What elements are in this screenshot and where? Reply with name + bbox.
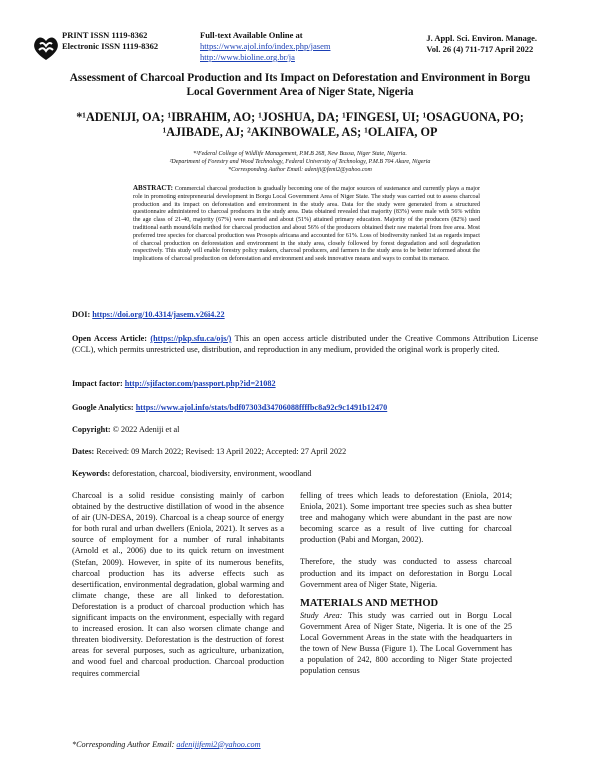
impact-factor-link[interactable]: http://sjifactor.com/passport.php?id=21082: [124, 379, 276, 388]
paper-title: Assessment of Charcoal Production and Its Impact on Deforestation and Environment in Borgu Local Government Area of Niger State, Nigeria: [69, 72, 531, 98]
authors-line-2: ¹AJIBADE, AJ; ²AKINBOWALE, AS; ¹OLAIFA, OP: [162, 125, 438, 139]
dates-text: Received: 09 March 2022; Revised: 13 April 2022; Accepted: 27 April 2022: [96, 447, 347, 456]
doi-link[interactable]: https://doi.org/10.4314/jasem.v26i4.22: [92, 310, 225, 319]
issn-block: [62, 30, 158, 52]
copyright-label: Copyright:: [72, 425, 111, 434]
electronic-issn: Electronic ISSN 1119-8362: [62, 41, 159, 51]
corresponding-email: *Corresponding Author Email: adeniji@femi2@yahoo.com: [228, 167, 372, 173]
open-access-text: This an open access article distributed under the Creative Commons Attribution License (CCL), which permits unrestricted use, distribution, and reproduction in any medium, provided the original work is properly cited.: [72, 334, 538, 354]
google-analytics-line: [72, 402, 538, 413]
fulltext-label: Full-text Available Online at: [200, 30, 303, 40]
google-analytics-link[interactable]: https://www.ajol.info/stats/bdf07303d34706088ffffbc8a92c9c1491b12470: [135, 403, 388, 412]
study-area-label: Study Area:: [300, 610, 343, 620]
study-area-paragraph: [300, 610, 512, 677]
journal-logo-icon: [30, 32, 62, 62]
author-list: [60, 110, 540, 140]
keywords-label: Keywords:: [72, 469, 111, 478]
journal-url-link[interactable]: https://www.ajol.info/index.php/jasem: [200, 41, 331, 51]
ojs-link[interactable]: (https://pkp.sfu.ca/ojs/): [150, 334, 232, 343]
methods-heading: MATERIALS AND METHOD: [300, 597, 439, 609]
abstract: [133, 185, 480, 264]
print-issn: PRINT ISSN 1119-8362: [62, 30, 148, 40]
affiliations: [60, 150, 540, 174]
copyright-line: [72, 424, 538, 435]
impact-factor-label: Impact factor:: [72, 379, 123, 388]
footer-label: *Corresponding Author Email:: [72, 740, 175, 749]
google-analytics-label: Google Analytics:: [72, 403, 134, 412]
copyright-text: © 2022 Adeniji et al: [112, 425, 180, 434]
affiliation-2: ²Department of Forestry and Wood Technology, Federal University of Technology, P.M.B 704 Akure, Nigeria: [169, 159, 431, 165]
authors-line-1: *¹ADENIJI, OA; ¹IBRAHIM, AO; ¹JOSHUA, DA; ¹FINGESI, UI; ¹OSAGUONA, PO;: [76, 110, 524, 124]
intro-paragraph-cont: felling of trees which leads to deforestation (Eniola, 2014; Eniola, 2021). Some important tree species such as shea butter tree and mahogany which were abundant in the past are now becoming scarce as a result of live cutting for charcoal production (Pabi and Morgan, 2002).: [300, 491, 512, 545]
journal-citation: [426, 33, 537, 55]
bioline-url-link[interactable]: http://www.bioline.org.br/ja: [200, 52, 295, 62]
intro-paragraph: Charcoal is a solid residue consisting mainly of carbon obtained by the destructive distillation of wood in the absence of air (UN-DESA, 2019). Charcoal is a cheap source of energy for both rural and urban dwellers (Eniola, 2021). It serves as a source of employment for a number of rural inhabitants (Arnold et al., 2006) due to its quick return on investment (Stefan, 2009). However, in spite of its numerous benefits, charcoal production has its adverse effects such as desertification, environmental degradation, global warming and climate change, these are all linked to deforestation. Deforestation is a product of charcoal production which has significant impacts on the environment, especially with regard to increased erosion. It can also worsen climate change and threaten biodiversity. Deforestation is the destruction of forest areas for several purposes, such as agriculture, urbanization, and wood fuel and charcoal production. Charcoal production requires commercial: [72, 491, 284, 678]
journal-volume: Vol. 26 (4) 711-717 April 2022: [426, 44, 534, 54]
abstract-label: ABSTRACT:: [133, 184, 173, 192]
footer-corresponding: [72, 740, 261, 749]
footer-email-link[interactable]: adenijifemi2@yahoo.com: [176, 740, 261, 749]
impact-factor-line: [72, 378, 538, 389]
dates-line: [72, 446, 538, 457]
fulltext-block: [200, 30, 330, 63]
body-column-right: [300, 490, 512, 676]
doi-label: DOI:: [72, 310, 91, 319]
open-access-block: [72, 333, 538, 355]
keywords-line: [72, 468, 538, 479]
objective-paragraph: Therefore, the study was conducted to assess charcoal production and its impact on deforestation in Borgu Local Government area of Niger State, Nigeria.: [300, 557, 512, 589]
dates-label: Dates:: [72, 447, 95, 456]
doi-line: [72, 309, 538, 320]
abstract-text: Commercial charcoal production is gradually becoming one of the major sources of sustenance and currently plays a major role in promoting entrepreneurial development in Borgu Local Government Area of Niger State. The study was carried out to assess charcoal production and its impact on deforestation and environment in the study area. Data for the study were generated from a structured questionnaire administered to charcoal producers in the study area. Data obtained revealed that majority (83%) were male with 56% within the age class of 21-40, majority (67%) were married and about (51%) attained primary education. Majority of the producers (82%) used traditional earth mound/kiln method for charcoal production and about 56% of the producers obtained their raw material from free area. Most preferred tree species for charcoal production was Prosopis africana and accounted for 61%. Loss of biodiversity ranked 1st as regards impact of charcoal production on deforestation and environment in the study area, closely followed by forest degradation and soil degradation respectively. This study will enable forestry policy makers, charcoal producers, and farmers in the study area to be better informed about the implications of charcoal production on deforestation and environment and seek innovative means and ways to combat its menace.: [133, 186, 480, 263]
affiliation-1: *¹Federal College of Wildlife Management, P.M.B 268, New Bussa, Niger State, Nigeria.: [193, 151, 407, 157]
keywords-text: deforestation, charcoal, biodiversity, environment, woodland: [112, 469, 312, 478]
study-area-text: This study was carried out in Borgu Local Government Area of Niger State, Nigeria. It is one of the 25 Local Government Areas in the state with the headquarters in the town of New Bussa (Figure 1). The Local Government has a population of 242, 800 according to Niger State projected population census: [300, 610, 512, 676]
journal-name: J. Appl. Sci. Environ. Manage.: [426, 33, 537, 43]
open-access-label: Open Access Article:: [72, 334, 147, 343]
body-column-left: [72, 490, 284, 679]
